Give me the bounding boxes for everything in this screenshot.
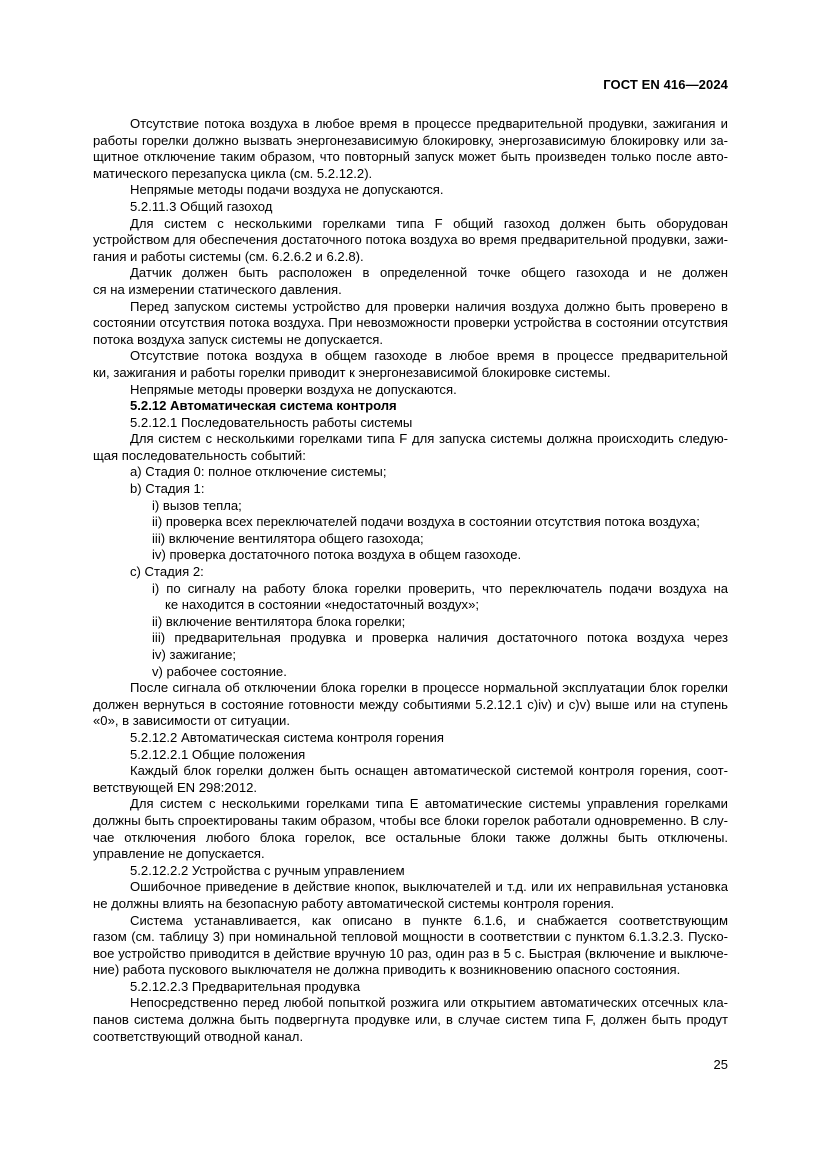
text-line: вое устройство приводится в действие вручную 10 раз, один раз в 5 с. Быстрая (включение и выключе- [93, 945, 728, 961]
text-line: потока воздуха запуск системы не допускается. [93, 331, 383, 347]
text-line: Ошибочное приведение в действие кнопок, выключателей и т.д. или их неправильная установка [130, 879, 728, 895]
text-line: Непосредственно перед любой попыткой розжига или открытием автоматических отсечных кла- [130, 995, 728, 1011]
text-line: c) Стадия 2: [130, 564, 204, 580]
text-line: гания и работы системы (см. 6.2.6.2 и 6.2.8). [93, 248, 364, 264]
text-line: iii) включение вентилятора общего газохода; [152, 530, 424, 546]
text-line: a) Стадия 0: полное отключение системы; [130, 464, 387, 480]
text-line: Для систем с несколькими горелками типа F общий газоход должен быть оборудован [130, 215, 728, 231]
text-line: Система устанавливается, как описано в пункте 6.1.6, и снабжается соответствующим [130, 912, 728, 928]
text-line: v) рабочее состояние. [152, 663, 287, 679]
text-line: чае отключения любого блока горелок, все остальные блоки также должны быть отключены. [93, 829, 728, 845]
text-line: 5.2.12 Автоматическая система контроля [130, 398, 397, 414]
text-line: iii) предварительная продувка и проверка наличия достаточного потока воздуха через [152, 630, 728, 646]
text-line: должен вернуться в состояние готовности между событиями 5.2.12.1 c)iv) и c)v) выше или на ступень [93, 696, 728, 712]
text-line: Отсутствие потока воздуха в любое время в процессе предварительной продувки, зажигания и [130, 116, 728, 131]
text-line: b) Стадия 1: [130, 481, 205, 497]
text-line: газом (см. таблицу 3) при номинальной тепловой мощности в соответствии с пунктом 6.1.3.2.3. Пуско- [93, 929, 728, 945]
text-line: устройством для обеспечения достаточного потока воздуха во время предварительной продувки, зажи- [93, 232, 728, 248]
text-line: должны быть спроектированы таким образом, чтобы все блоки горелок работали одновременно. В слу- [93, 812, 728, 828]
text-line: Отсутствие потока воздуха в общем газоходе в любое время в процессе предварительной [130, 348, 728, 364]
page-header: ГОСТ EN 416—2024 [603, 77, 728, 92]
text-line: ся на измерении статического давления. [93, 281, 342, 297]
text-line: панов система должна быть подвергнута продувке или, в случае систем типа F, должен быть продут [93, 1012, 728, 1028]
text-line: ки, зажигания и работы горелки приводит к энергонезависимой блокировке системы. [93, 364, 611, 380]
text-line: 5.2.12.2 Автоматическая система контроля горения [130, 729, 444, 745]
text-line: ii) включение вентилятора блока горелки; [152, 613, 406, 629]
text-line: Для систем с несколькими горелками типа E автоматические системы управления горелками [130, 796, 728, 812]
text-line: iv) проверка достаточного потока воздуха в общем газоходе. [152, 547, 522, 563]
text-line: 5.2.12.2.1 Общие положения [130, 746, 306, 762]
text-line: состоянии отсутствия потока воздуха. При невозможности проверки устройства в состоянии отсутствия [93, 315, 728, 331]
text-line: Непрямые методы подачи воздуха не допускаются. [130, 182, 444, 198]
text-line: щая последовательность событий: [93, 447, 306, 463]
text-line: работы горелки должно вызвать энергонезависимую блокировку, энергозависимую блокировку или за- [93, 132, 728, 148]
text-line: i) по сигналу на работу блока горелки проверить, что переключатель подачи воздуха на [152, 580, 728, 596]
text-line: Датчик должен быть расположен в определенной точке общего газохода и не должен [130, 265, 728, 281]
text-line: ние) работа пускового выключателя не должна приводить к возникновению опасного состояния. [93, 962, 681, 978]
text-line: матического перезапуска цикла (см. 5.2.12.2). [93, 165, 373, 181]
page-number: 25 [713, 1057, 728, 1072]
text-line: 5.2.12.2.3 Предварительная продувка [130, 978, 361, 994]
text-line: соответствующий отводной канал. [93, 1028, 304, 1044]
text-line: ii) проверка всех переключателей подачи воздуха в состоянии отсутствия потока воздуха; [152, 514, 700, 530]
text-line: щитное отключение таким образом, что повторный запуск может быть произведен только после авто- [93, 149, 728, 165]
document-body [93, 116, 728, 1045]
text-line: После сигнала об отключении блока горелки в процессе нормальной эксплуатации блок горелки [130, 680, 728, 696]
text-line: «0», в зависимости от ситуации. [93, 713, 290, 729]
text-line: i) вызов тепла; [152, 497, 242, 513]
text-line: Непрямые методы проверки воздуха не допускаются. [130, 381, 457, 397]
text-line: 5.2.12.2.2 Устройства с ручным управлением [130, 862, 405, 878]
text-line: Перед запуском системы устройство для проверки наличия воздуха должно быть проверено в [130, 298, 728, 314]
text-line: ке находится в состоянии «недостаточный воздух»; [165, 597, 480, 613]
text-line: управление не допускается. [93, 846, 265, 862]
text-line: не должны влиять на безопасную работу автоматической системы контроля горения. [93, 895, 615, 911]
text-line: Каждый блок горелки должен быть оснащен автоматической системой контроля горения, соот- [130, 763, 728, 779]
text-line: iv) зажигание; [152, 647, 237, 662]
text-line: Для систем с несколькими горелками типа F для запуска системы должна происходить следую- [130, 431, 728, 447]
text-line: 5.2.12.1 Последовательность работы системы [130, 414, 413, 430]
text-line: 5.2.11.3 Общий газоход [130, 198, 273, 214]
text-line: ветствующей EN 298:2012. [93, 779, 258, 795]
